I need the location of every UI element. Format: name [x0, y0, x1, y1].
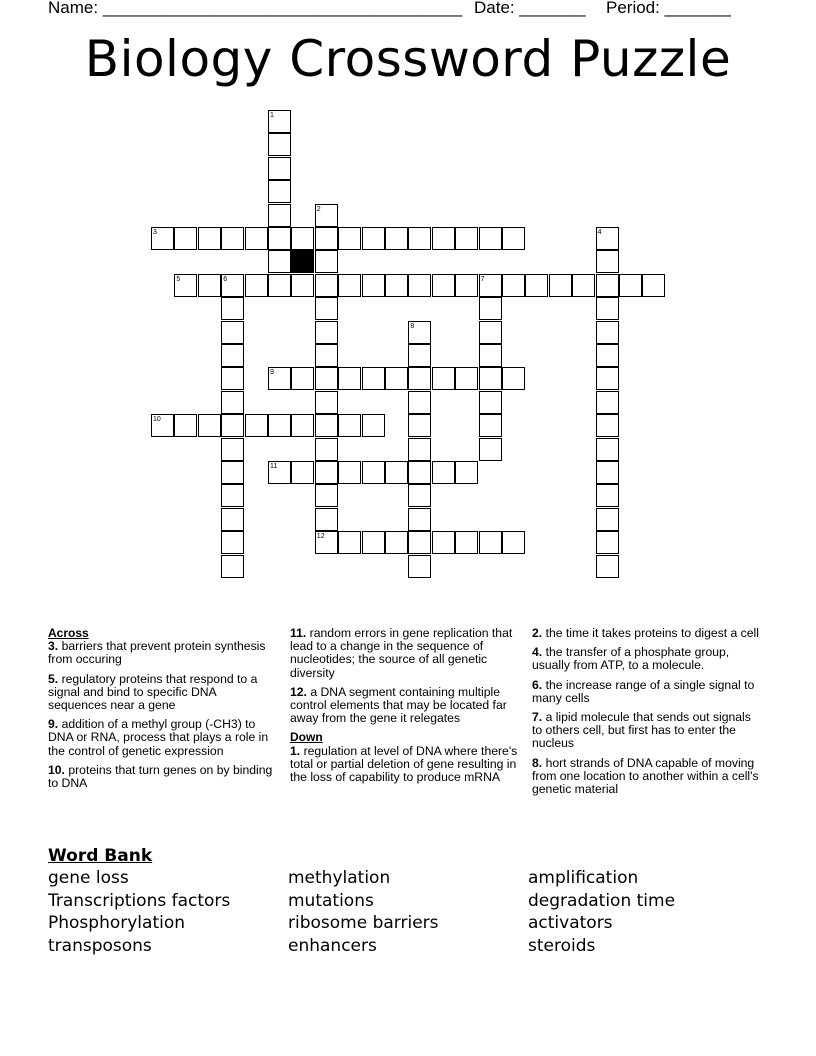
clue-number-7: 7: [480, 275, 485, 283]
grid-cell[interactable]: [408, 344, 431, 367]
grid-cell[interactable]: [338, 461, 361, 484]
grid-cell[interactable]: [291, 414, 314, 437]
grid-cell[interactable]: [455, 227, 478, 250]
clues-column-1: [48, 627, 276, 796]
name-field[interactable]: [48, 0, 462, 18]
grid-cell[interactable]: [362, 367, 385, 390]
word-bank-item: steroids: [528, 935, 596, 956]
grid-cell[interactable]: [479, 227, 502, 250]
grid-cell[interactable]: [338, 274, 361, 297]
word-bank-item: degradation time: [528, 890, 676, 911]
grid-cell[interactable]: [642, 274, 665, 297]
clue-number-9: 9: [270, 369, 274, 377]
grid-cell[interactable]: [315, 367, 338, 390]
grid-cell[interactable]: [502, 531, 525, 554]
date-line: _______: [519, 0, 586, 17]
grid-cell[interactable]: [619, 274, 642, 297]
grid-cell[interactable]: [315, 274, 338, 297]
period-label: Period:: [606, 0, 660, 17]
grid-cell[interactable]: [198, 274, 221, 297]
period-field[interactable]: [606, 0, 731, 18]
clue-down-8: 8. hort strands of DNA capable of moving from one location to another within a cell's genetic material: [532, 755, 759, 797]
word-bank-item: ribosome barriers: [288, 913, 439, 934]
grid-cell[interactable]: [245, 274, 268, 297]
grid-cell[interactable]: [525, 274, 548, 297]
grid-cell[interactable]: [291, 274, 314, 297]
grid-cell[interactable]: [479, 367, 502, 390]
grid-cell[interactable]: [268, 274, 291, 297]
grid-cell[interactable]: [315, 391, 338, 414]
grid-cell[interactable]: [502, 274, 525, 297]
grid-cell[interactable]: [408, 414, 431, 437]
grid-cell[interactable]: [198, 227, 221, 250]
grid-cell[interactable]: [385, 274, 408, 297]
grid-cell[interactable]: [385, 227, 408, 250]
across-heading: Across: [48, 626, 89, 640]
clue-down-4: 4. the transfer of a phosphate group, usually from ATP, to a molecule.: [532, 645, 730, 673]
grid-cell[interactable]: [596, 555, 619, 578]
grid-cell[interactable]: [408, 227, 431, 250]
clue-across-12: 12. a DNA segment containing multiple control elements that may be located far away from the gene it relegates: [290, 684, 507, 726]
grid-cell[interactable]: [408, 531, 431, 554]
grid-cell[interactable]: [455, 274, 478, 297]
grid-cell[interactable]: [362, 461, 385, 484]
grid-cell[interactable]: [432, 367, 455, 390]
clue-number-3: 3: [153, 229, 157, 236]
clue-number-4: 4: [597, 229, 602, 236]
grid-cell[interactable]: [596, 461, 619, 484]
grid-cell[interactable]: [432, 531, 455, 554]
grid-cell[interactable]: [362, 274, 385, 297]
grid-cell[interactable]: [338, 367, 361, 390]
word-bank-item: amplification: [528, 868, 639, 888]
clue-number-6: 6: [223, 275, 228, 283]
grid-cell[interactable]: [408, 438, 431, 461]
grid-cell[interactable]: [221, 391, 244, 414]
clue-down-1: 1. regulation at level of DNA where there's total or partial deletion of gene resulting in the loss of capability to produce mRNA: [290, 743, 518, 785]
word-bank-title: Word Bank: [48, 846, 153, 866]
clue-number-8: 8: [410, 322, 415, 330]
grid-cell[interactable]: [315, 344, 338, 367]
grid-cell[interactable]: [408, 367, 431, 390]
clue-across-11: 11. random errors in gene replication that lead to a change in the sequence of nucleotides; the source of all genetic diversity: [290, 626, 513, 680]
grid-cell[interactable]: [362, 227, 385, 250]
grid-cell[interactable]: [221, 321, 244, 344]
grid-cell[interactable]: [572, 274, 595, 297]
page-title: Biology Crossword Puzzle: [84, 30, 732, 88]
grid-cell[interactable]: [315, 414, 338, 437]
clue-across-3: 3. barriers that prevent protein synthesis from occuring: [48, 639, 266, 667]
grid-cell[interactable]: [596, 508, 619, 531]
grid-cell[interactable]: [174, 414, 197, 437]
grid-cell[interactable]: [221, 414, 244, 437]
grid-cell[interactable]: [502, 367, 525, 390]
grid-cell[interactable]: [268, 204, 291, 227]
grid-cell[interactable]: [315, 321, 338, 344]
word-bank-item: Phosphorylation: [48, 913, 186, 934]
word-bank-column-2: [288, 867, 439, 957]
grid-cell[interactable]: [221, 344, 244, 367]
grid-cell[interactable]: [268, 133, 291, 156]
grid-cell[interactable]: [455, 531, 478, 554]
grid-cell[interactable]: [408, 508, 431, 531]
grid-cell[interactable]: [221, 367, 244, 390]
grid-cell[interactable]: [338, 227, 361, 250]
grid-cell[interactable]: [479, 391, 502, 414]
clues-column-2: [290, 627, 520, 790]
down-heading: Down: [290, 730, 323, 745]
grid-cell[interactable]: [408, 391, 431, 414]
grid-cell[interactable]: [502, 227, 525, 250]
grid-cell[interactable]: [455, 461, 478, 484]
grid-cell[interactable]: [596, 344, 619, 367]
grid-cell[interactable]: [315, 438, 338, 461]
word-bank-item: methylation: [288, 868, 391, 888]
grid-cell[interactable]: [268, 180, 291, 203]
grid-cell[interactable]: [245, 227, 268, 250]
clue-down-2: 2. the time it takes proteins to digest a cell: [532, 626, 759, 640]
grid-cell[interactable]: [385, 367, 408, 390]
grid-cell[interactable]: [596, 297, 619, 320]
grid-cell[interactable]: [479, 297, 502, 320]
clue-number-1: 1: [270, 112, 274, 119]
grid-cell[interactable]: [315, 484, 338, 507]
clue-number-11: 11: [270, 463, 278, 470]
grid-cell[interactable]: [408, 555, 431, 578]
grid-cell[interactable]: [245, 414, 268, 437]
grid-cell[interactable]: [408, 461, 431, 484]
clue-across-10: 10. proteins that turn genes on by binding to DNA: [48, 762, 273, 791]
grid-cell[interactable]: [221, 297, 244, 320]
grid-cell[interactable]: [479, 531, 502, 554]
clue-number-2: 2: [316, 205, 321, 213]
grid-cell[interactable]: [338, 531, 361, 554]
grid-cell[interactable]: [479, 344, 502, 367]
grid-cell[interactable]: [315, 461, 338, 484]
grid-cell[interactable]: [291, 227, 314, 250]
grid-cell[interactable]: [198, 414, 221, 437]
grid-cell[interactable]: [338, 414, 361, 437]
word-bank-item: enhancers: [288, 935, 377, 956]
grid-cell[interactable]: [268, 157, 291, 180]
grid-cell[interactable]: [268, 414, 291, 437]
grid-cell[interactable]: [221, 531, 244, 554]
header: [0, 0, 816, 24]
clues-column-3: [532, 627, 764, 802]
grid-cell[interactable]: [268, 227, 291, 250]
grid-cell[interactable]: [596, 321, 619, 344]
grid-cell[interactable]: [221, 508, 244, 531]
grid-cell[interactable]: [596, 414, 619, 437]
grid-cell[interactable]: [408, 274, 431, 297]
date-label: Date:: [474, 0, 515, 17]
grid-cell[interactable]: [479, 414, 502, 437]
grid-cell[interactable]: [362, 414, 385, 437]
word-bank-item: activators: [528, 913, 613, 934]
grid-cell[interactable]: [432, 274, 455, 297]
word-bank-item: Transcriptions factors: [48, 890, 231, 911]
grid-cell[interactable]: [596, 250, 619, 273]
word-bank-column-1: [48, 867, 230, 957]
grid-cell[interactable]: [385, 531, 408, 554]
grid-cell[interactable]: [455, 367, 478, 390]
grid-cell[interactable]: [221, 555, 244, 578]
grid-cell[interactable]: [315, 227, 338, 250]
grid-cell[interactable]: [408, 484, 431, 507]
grid-cell[interactable]: [362, 531, 385, 554]
grid-cell[interactable]: [385, 461, 408, 484]
grid-cell[interactable]: [432, 461, 455, 484]
name-line: ______________________________________: [102, 0, 463, 17]
grid-cell[interactable]: [596, 484, 619, 507]
period-line: _______: [664, 0, 731, 17]
grid-cell[interactable]: [291, 461, 314, 484]
grid-cell[interactable]: [596, 391, 619, 414]
clue-down-7: 7. a lipid molecule that sends out signals to others cell, but first has to enter the nucleus: [532, 710, 751, 751]
grid-cell[interactable]: [221, 484, 244, 507]
grid-cell[interactable]: [221, 227, 244, 250]
word-bank-column-3: [528, 867, 675, 957]
grid-cell[interactable]: [315, 250, 338, 273]
grid-cell[interactable]: [596, 438, 619, 461]
grid-cell[interactable]: [479, 321, 502, 344]
grid-block: [291, 250, 314, 273]
grid-cell[interactable]: [479, 438, 502, 461]
grid-cell[interactable]: [596, 531, 619, 554]
name-label: Name:: [48, 0, 99, 17]
grid-cell[interactable]: [432, 227, 455, 250]
date-field[interactable]: [474, 0, 586, 18]
word-bank-item: mutations: [288, 890, 374, 911]
word-bank-item: gene loss: [48, 868, 129, 888]
grid-cell[interactable]: [174, 227, 197, 250]
grid-cell[interactable]: [268, 250, 291, 273]
clue-across-9: 9. addition of a methyl group (-CH3) to DNA or RNA, process that plays a role in the control of genetic expression: [48, 717, 269, 758]
grid-cell[interactable]: [549, 274, 572, 297]
clue-number-5: 5: [176, 275, 181, 283]
grid-cell[interactable]: [315, 508, 338, 531]
word-bank-item: transposons: [48, 935, 152, 956]
grid-cell[interactable]: [596, 367, 619, 390]
clue-number-10: 10: [153, 416, 161, 424]
grid-cell[interactable]: [221, 438, 244, 461]
grid-cell[interactable]: [291, 367, 314, 390]
grid-cell[interactable]: [315, 297, 338, 320]
clue-across-5: 5. regulatory proteins that respond to a signal and bind to specific DNA sequences near a gene: [48, 671, 258, 713]
grid-cell[interactable]: [221, 461, 244, 484]
clue-number-12: 12: [316, 533, 325, 541]
clue-down-6: 6. the increase range of a single signal to many cells: [532, 677, 755, 705]
grid-cell[interactable]: [596, 274, 619, 297]
